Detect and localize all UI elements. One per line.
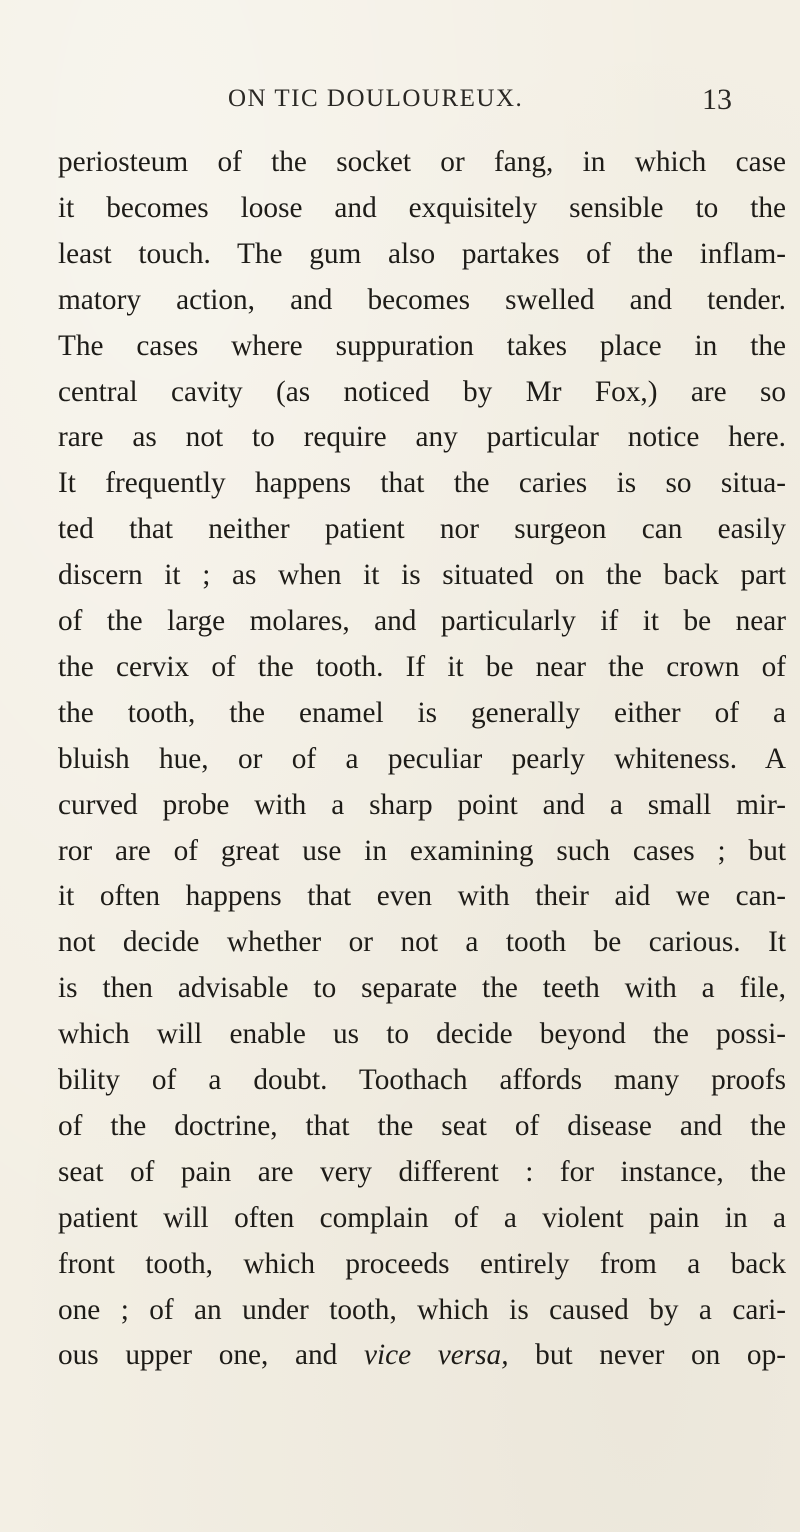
- text-line: not decide whether or not a tooth be carious. It: [58, 926, 786, 959]
- page-header: [0, 85, 800, 125]
- text-line: curved probe with a sharp point and a small mir-: [58, 788, 786, 821]
- text-line: seat of pain are very different : for instance, the: [58, 1155, 786, 1188]
- text-line: bility of a doubt. Toothach affords many proofs: [58, 1064, 786, 1096]
- text-line: of the large molares, and particularly if it be near: [58, 605, 786, 637]
- text-line: least touch. The gum also partakes of the inflam-: [58, 237, 786, 270]
- text-line: matory action, and becomes swelled and tender.: [58, 283, 786, 316]
- text-line: rare as not to require any particular notice here.: [58, 421, 786, 454]
- text-line: bluish hue, or of a peculiar pearly whiteness. A: [58, 742, 786, 775]
- text-line: ted that neither patient nor surgeon can easily: [58, 513, 786, 546]
- text-line: periosteum of the socket or fang, in which case: [58, 146, 786, 178]
- text-line: central cavity (as noticed by Mr Fox,) are so: [58, 375, 786, 408]
- text-line: one ; of an under tooth, which is caused by a cari-: [58, 1293, 786, 1326]
- running-title: ON TIC DOULOUREUX.: [228, 85, 524, 112]
- text-line-last: [58, 1335, 786, 1375]
- text-segment: but never on op-: [508, 1339, 786, 1372]
- text-line: the tooth, the enamel is generally either of a: [58, 696, 786, 729]
- text-line: ror are of great use in examining such cases ; but: [58, 834, 786, 867]
- text-segment: ous upper one, and: [58, 1339, 364, 1372]
- text-line: patient will often complain of a violent pain in a: [58, 1201, 786, 1234]
- page-number: 13: [702, 83, 732, 116]
- text-line: which will enable us to decide beyond the possi-: [58, 1018, 786, 1051]
- italic-phrase: vice versa,: [363, 1339, 509, 1372]
- text-line: it often happens that even with their aid we can-: [58, 880, 786, 913]
- text-line: the cervix of the tooth. If it be near the crown of: [58, 650, 786, 683]
- text-line: discern it ; as when it is situated on the back part: [58, 559, 786, 592]
- text-line: of the doctrine, that the seat of disease and the: [58, 1109, 786, 1142]
- text-line: It frequently happens that the caries is so situa-: [58, 467, 786, 500]
- text-line: it becomes loose and exquisitely sensible to the: [58, 191, 786, 224]
- text-line: The cases where suppuration takes place in the: [58, 329, 786, 362]
- text-line: front tooth, which proceeds entirely from a back: [58, 1247, 786, 1280]
- text-line: is then advisable to separate the teeth with a file,: [58, 972, 786, 1005]
